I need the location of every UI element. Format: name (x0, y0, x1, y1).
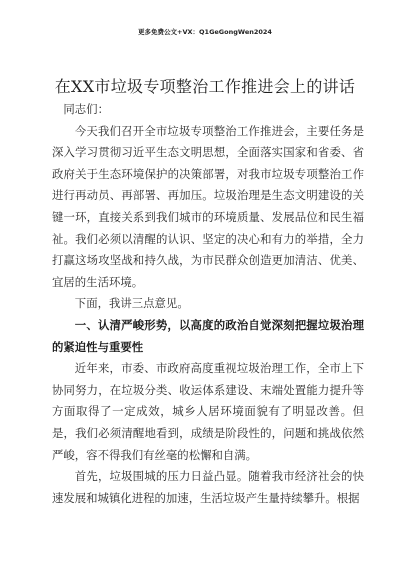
section-heading-1: 一、认清严峻形势，以高度的政治自觉深刻把握垃圾治理的紧迫性与重要性 (52, 317, 364, 354)
salutation: 同志们： (63, 102, 109, 116)
paragraph-intro: 今天我们召开全市垃圾专项整治工作推进会，主要任务是深入学习贯彻习近平生态文明思想，全面落实国家和省委、省政府关于生态环境保护的决策部署，对我市垃圾专项整治工作进行再动员、再部署、再加压。垃圾治理是生态文明建设的关键一环，直接关系到我们城市的环境质量、发展品位和民生福祉。我们必须以清醒的认识、坚定的决心和有力的举措，全力打赢这场攻坚战和持久战，为市民群众创造更加清洁、优美、宜居的生活环境。 (52, 123, 364, 289)
header-watermark: 更多免费公文+VX：Q1GeGongWen2024 (138, 28, 272, 36)
paragraph-outline: 下面，我讲三点意见。 (74, 296, 189, 311)
paragraph-section-1: 近年来，市委、市政府高度重视垃圾治理工作，全市上下协同努力，在垃圾分类、收运体系建设、末端处置能力提升等方面取得了一定成效，城乡人居环境面貌有了明显改善。但是，我们必须清醒地看到，成绩是阶段性的，问题和挑战依然严峻，容不得我们有丝毫的松懈和自满。 (52, 361, 364, 462)
document-title: 在XX市垃圾专项整治工作推进会上的讲话 (54, 77, 356, 96)
document-body (52, 99, 364, 509)
paragraph-section-2: 首先，垃圾围城的压力日益凸显。随着我市经济社会的快速发展和城镇化进程的加速，生活垃圾产生量持续攀升。根据 (52, 469, 364, 505)
